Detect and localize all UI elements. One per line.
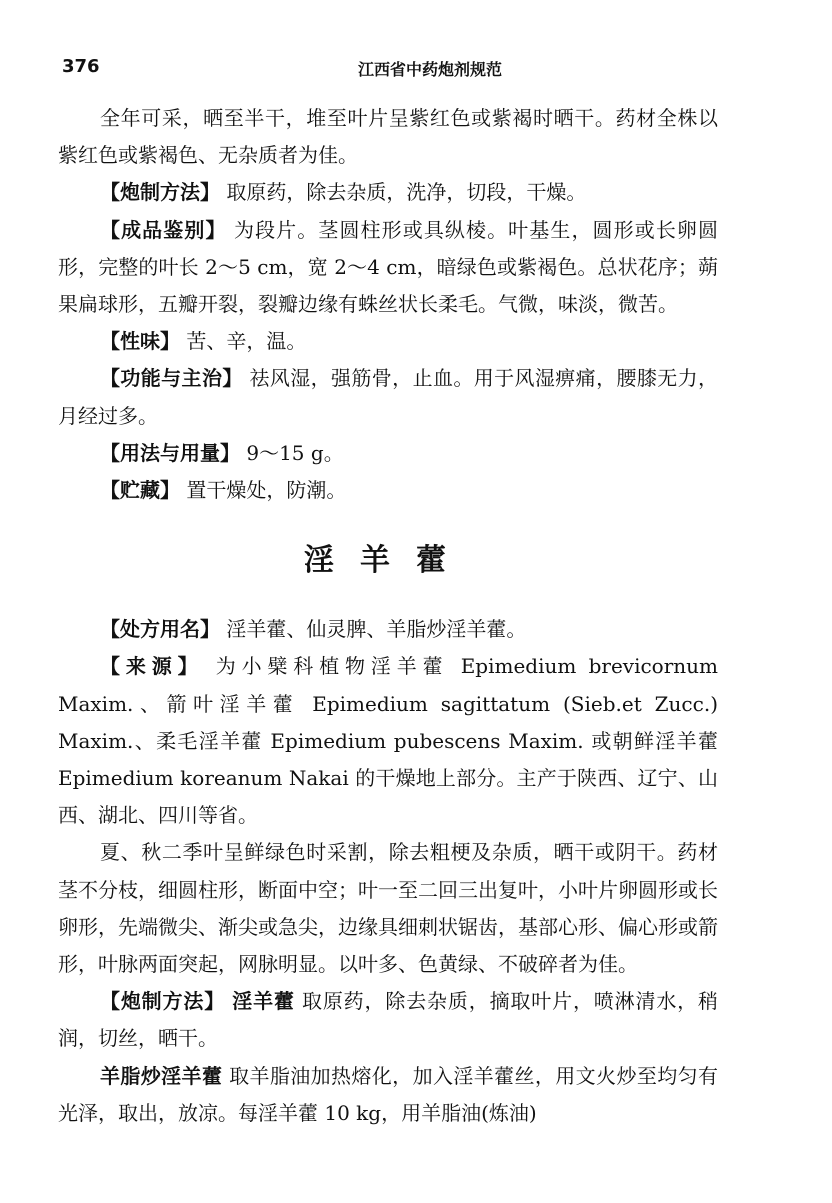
- taste-heading: 【性味】: [100, 329, 180, 354]
- section-processing-heading: 【炮制方法】: [100, 989, 226, 1014]
- source-heading: 【来源】: [100, 654, 204, 679]
- storage-heading: 【贮藏】: [100, 478, 180, 503]
- usage-heading: 【用法与用量】: [100, 440, 240, 465]
- prescription-names-heading: 【处方用名】: [100, 617, 220, 642]
- storage-text: 置干燥处，防潮。: [186, 478, 347, 503]
- body-text: [58, 100, 718, 1132]
- source-paragraph: [58, 648, 718, 834]
- section-processing-paragraph: [58, 983, 718, 1057]
- running-title: 江西省中药炮剂规范: [357, 60, 502, 79]
- storage-paragraph: [58, 472, 718, 509]
- fried-method-paragraph: [58, 1058, 718, 1132]
- taste-text: 苦、辛，温。: [186, 329, 307, 354]
- processing-heading: 【炮制方法】: [100, 180, 220, 205]
- identification-paragraph: [58, 212, 718, 324]
- prescription-names-text: 淫羊藿、仙灵脾、羊脂炒淫羊藿。: [226, 617, 527, 642]
- processing-term: 淫羊藿: [232, 989, 295, 1014]
- function-heading: 【功能与主治】: [100, 366, 243, 391]
- page-header: [0, 56, 832, 86]
- taste-paragraph: [58, 323, 718, 360]
- identification-text: 为段片。茎圆柱形或具纵棱。叶基生，圆形或长卵圆形，完整的叶长 2～5 cm，宽 2～4 cm，暗绿色或紫褐色。总状花序；蒴果扁球形，五瓣开裂，裂瓣边缘有蛛丝状长柔毛。气微，味淡，微苦。: [58, 217, 719, 317]
- usage-paragraph: [58, 435, 718, 472]
- processing-paragraph: [58, 174, 718, 211]
- page-number: 376: [62, 56, 100, 77]
- source-text: 为小檗科植物淫羊藿 Epimedium brevicornum Maxim.、箭叶淫羊藿 Epimedium sagittatum (Sieb.et Zucc.) Maxim.、柔毛淫羊藿 Epimedium pubescens Maxim. 或朝鲜淫羊藿 Epimedium koreanum Nakai 的干燥地上部分。主产于陕西、辽宁、山西、湖北、四川等省。: [58, 654, 719, 828]
- prescription-names-paragraph: [58, 611, 718, 648]
- identification-heading: 【成品鉴别】: [100, 217, 227, 242]
- collection-paragraph: 夏、秋二季叶呈鲜绿色时采割，除去粗梗及杂质，晒干或阴干。药材茎不分枝，细圆柱形，断面中空；叶一至二回三出复叶，小叶片卵圆形或长卵形，先端微尖、渐尖或急尖，边缘具细刺状锯齿，基部心形、偏心形或箭形，叶脉两面突起，网脉明显。以叶多、色黄绿、不破碎者为佳。: [58, 840, 718, 977]
- fried-method-text: 取羊脂油加热熔化，加入淫羊藿丝，用文火炒至均匀有光泽，取出，放凉。每淫羊藿 10 kg，用羊脂油(炼油): [58, 1063, 719, 1125]
- usage-text: 9～15 g。: [246, 440, 344, 465]
- section-title: 淫羊藿: [304, 543, 472, 579]
- function-text: 祛风湿，强筋骨，止血。用于风湿痹痛，腰膝无力，月经过多。: [58, 366, 719, 428]
- harvest-paragraph: 全年可采，晒至半干，堆至叶片呈紫红色或紫褐时晒干。药材全株以紫红色或紫褐色、无杂质者为佳。: [58, 106, 718, 168]
- processing-text: 取原药，除去杂质，洗净，切段，干燥。: [226, 180, 587, 205]
- section-processing-text: 取原药，除去杂质，摘取叶片，喷淋清水，稍润，切丝，晒干。: [58, 989, 719, 1051]
- function-paragraph: [58, 360, 718, 434]
- fried-method-term: 羊脂炒淫羊藿: [100, 1063, 223, 1088]
